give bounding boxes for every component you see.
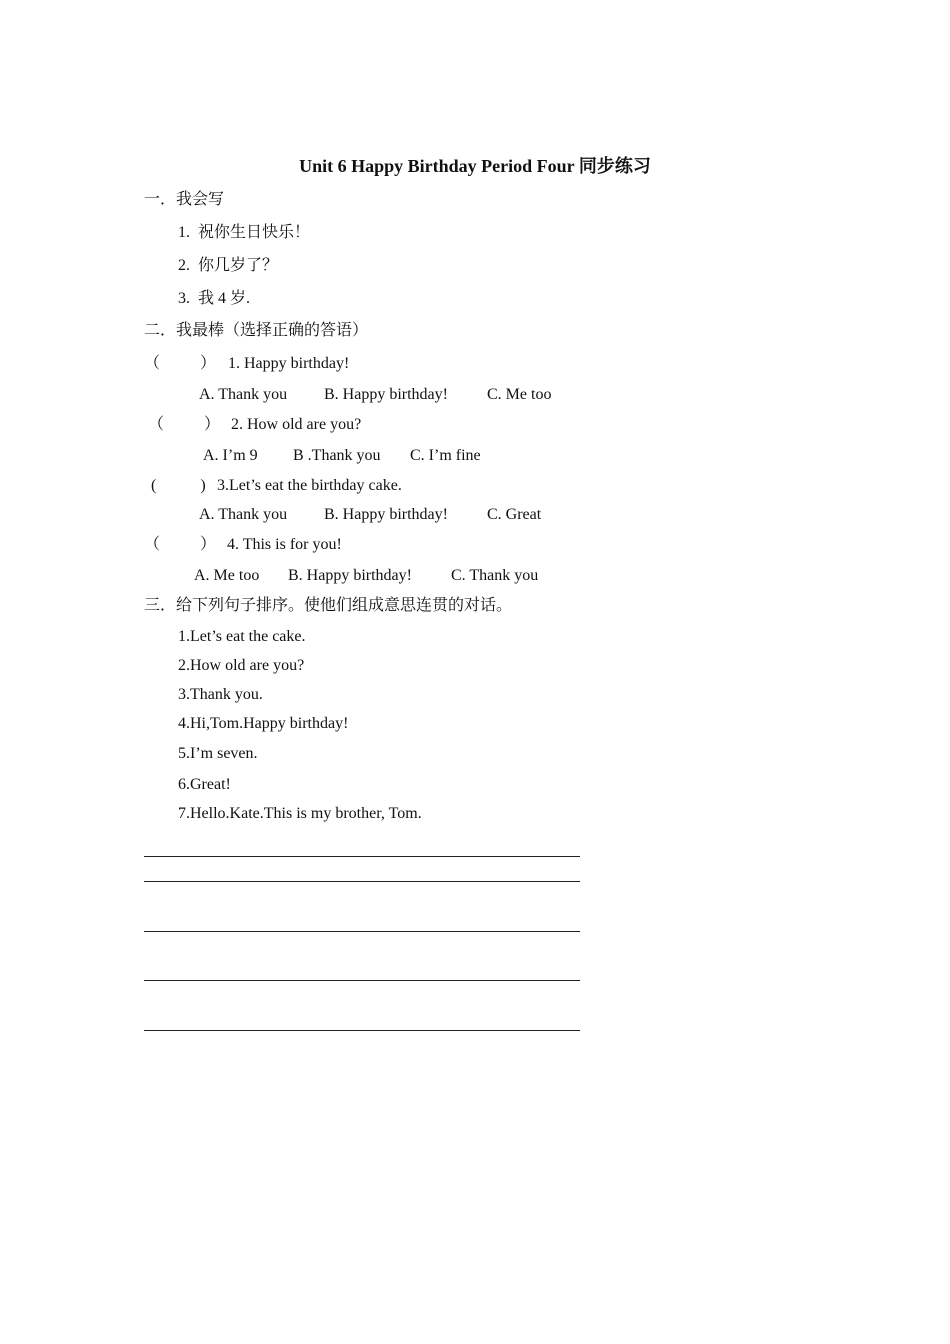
section1-item-2: 2. 你几岁了？ xyxy=(178,257,279,274)
option-b: B. Happy birthday! xyxy=(288,567,412,584)
option-a: A. I’m 9 xyxy=(203,447,258,464)
answer-line xyxy=(144,1030,580,1031)
sentence-item: 5.I’m seven. xyxy=(178,745,258,762)
answer-bracket: （ ） xyxy=(144,355,217,372)
section1-item-3: 3. 我 4 岁. xyxy=(178,290,251,307)
answer-line xyxy=(144,881,580,882)
option-c: C. I’m fine xyxy=(410,447,481,464)
sentence-item: 4.Hi,Tom.Happy birthday! xyxy=(178,715,349,732)
section1-item-1: 1. 祝你生日快乐！ xyxy=(178,224,311,241)
option-a: A. Me too xyxy=(194,567,260,584)
sentence-item: 6.Great! xyxy=(178,776,231,793)
question-text: 3.Let’s eat the birthday cake. xyxy=(217,477,402,494)
option-c: C. Me too xyxy=(487,386,552,403)
answer-line xyxy=(144,980,580,981)
option-b: B. Happy birthday! xyxy=(324,506,448,523)
option-c: C. Thank you xyxy=(451,567,539,584)
page-title: Unit 6 Happy Birthday Period Four 同步练习 xyxy=(299,156,651,176)
question-text: 2. How old are you? xyxy=(231,416,362,433)
option-c: C. Great xyxy=(487,506,542,523)
answer-line xyxy=(144,931,580,932)
option-a: A. Thank you xyxy=(199,506,288,523)
answer-line xyxy=(144,856,580,857)
option-a: A. Thank you xyxy=(199,386,288,403)
sentence-item: 3.Thank you. xyxy=(178,686,263,703)
section2-heading: 二．我最棒（选择正确的答语） xyxy=(144,322,369,339)
option-b: B .Thank you xyxy=(293,447,381,464)
question-text: 1. Happy birthday! xyxy=(228,355,350,372)
answer-bracket: ( ) xyxy=(151,477,206,494)
sentence-item: 7.Hello.Kate.This is my brother, Tom. xyxy=(178,805,422,822)
sentence-item: 2.How old are you? xyxy=(178,657,305,674)
section3-heading: 三．给下列句子排序。使他们组成意思连贯的对话。 xyxy=(144,597,513,614)
question-text: 4. This is for you! xyxy=(227,536,342,553)
answer-bracket: （ ） xyxy=(148,416,221,433)
answer-bracket: （ ） xyxy=(144,536,217,553)
sentence-item: 1.Let’s eat the cake. xyxy=(178,628,306,645)
option-b: B. Happy birthday! xyxy=(324,386,448,403)
section1-heading: 一．我会写 xyxy=(144,191,225,208)
